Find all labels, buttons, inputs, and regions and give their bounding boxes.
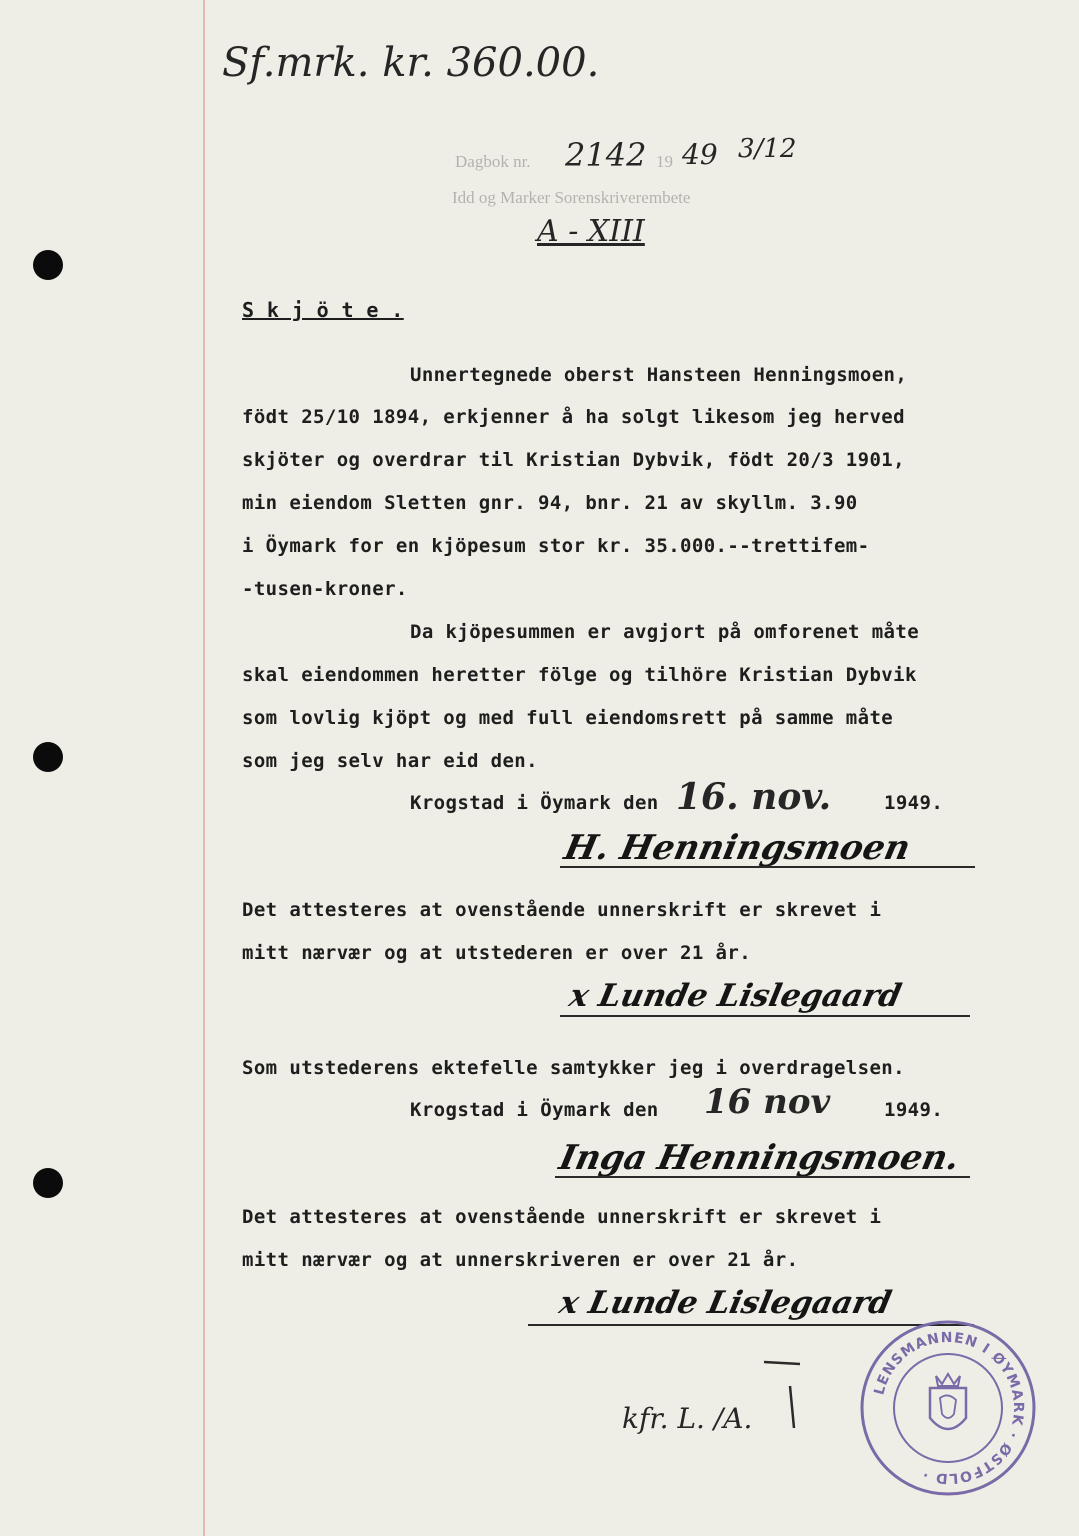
deed-line: i Öymark for en kjöpesum stor kr. 35.000.--trettifem- bbox=[242, 535, 870, 557]
attest-line: mitt nærvær og at unnerskriveren er over 21 år. bbox=[242, 1249, 799, 1271]
deed-year: 1949. bbox=[884, 792, 944, 814]
deed-line: min eiendom Sletten gnr. 94, bnr. 21 av skyllm. 3.90 bbox=[242, 492, 858, 514]
deed-line: som lovlig kjöpt og med full eiendomsrett på samme måte bbox=[242, 707, 894, 729]
place-date-prefix: Krogstad i Öymark den bbox=[410, 792, 659, 814]
deed-line: skal eiendommen heretter fölge og tilhöre Kristian Dybvik bbox=[242, 664, 917, 686]
witness-signature: x Lunde Lislegaard bbox=[566, 978, 905, 1014]
signature-line bbox=[560, 866, 975, 868]
punch-hole bbox=[33, 742, 63, 772]
deed-line: -tusen-kroner. bbox=[242, 578, 408, 600]
archive-ref: A - XIII bbox=[537, 214, 645, 249]
footer-initials: kfr. L. /A. bbox=[622, 1402, 753, 1435]
seal-text: LENSMANNEN I ØYMARK · ØSTFOLD · bbox=[871, 1329, 1027, 1487]
punch-hole bbox=[33, 250, 63, 280]
punch-hole bbox=[33, 1168, 63, 1198]
place-date-prefix: Krogstad i Öymark den bbox=[410, 1099, 659, 1121]
attest-line: Det attesteres at ovenstående unnerskrift er skrevet i bbox=[242, 899, 882, 921]
signature-line bbox=[555, 1176, 970, 1178]
deed-line: skjöter og overdrar til Kristian Dybvik, födt 20/3 1901, bbox=[242, 449, 905, 471]
margin-rule bbox=[203, 0, 205, 1536]
deed-line: som jeg selv har eid den. bbox=[242, 750, 538, 772]
deed-line: Da kjöpesummen er avgjort på omforenet måte bbox=[410, 621, 920, 643]
dagbok-number: 2142 bbox=[565, 136, 647, 174]
witness-signature: x Lunde Lislegaard bbox=[556, 1285, 895, 1321]
fee-note: Sf.mrk. kr. 360.00. bbox=[222, 40, 600, 86]
deed-date: 16. nov. bbox=[676, 776, 832, 818]
check-mark-icon bbox=[760, 1356, 810, 1436]
year-handwritten: 49 bbox=[682, 138, 718, 171]
attest-line: mitt nærvær og at utstederen er over 21 år. bbox=[242, 942, 752, 964]
document-title: S k j ö t e . bbox=[242, 298, 404, 322]
deed-line: Unnertegnede oberst Hansteen Henningsmoen, bbox=[410, 364, 908, 386]
consent-year: 1949. bbox=[884, 1099, 944, 1121]
spouse-signature: Inga Henningsmoen. bbox=[555, 1138, 964, 1178]
seller-signature: H. Henningsmoen bbox=[560, 828, 914, 868]
date-handwritten: 3/12 bbox=[738, 134, 797, 164]
coat-of-arms-icon bbox=[930, 1374, 966, 1429]
dagbok-label: Dagbok nr. bbox=[455, 152, 531, 171]
attest-line: Det attesteres at ovenstående unnerskrift er skrevet i bbox=[242, 1206, 882, 1228]
deed-line: födt 25/10 1894, erkjenner å ha solgt likesom jeg herved bbox=[242, 406, 905, 428]
office-name: Idd og Marker Sorenskriverembete bbox=[452, 188, 691, 207]
signature-line bbox=[560, 1015, 970, 1017]
consent-line: Som utstederens ektefelle samtykker jeg i overdragelsen. bbox=[242, 1057, 905, 1079]
official-seal bbox=[858, 1318, 1038, 1498]
consent-date: 16 nov bbox=[704, 1082, 831, 1122]
year-label: 19 bbox=[656, 152, 673, 171]
